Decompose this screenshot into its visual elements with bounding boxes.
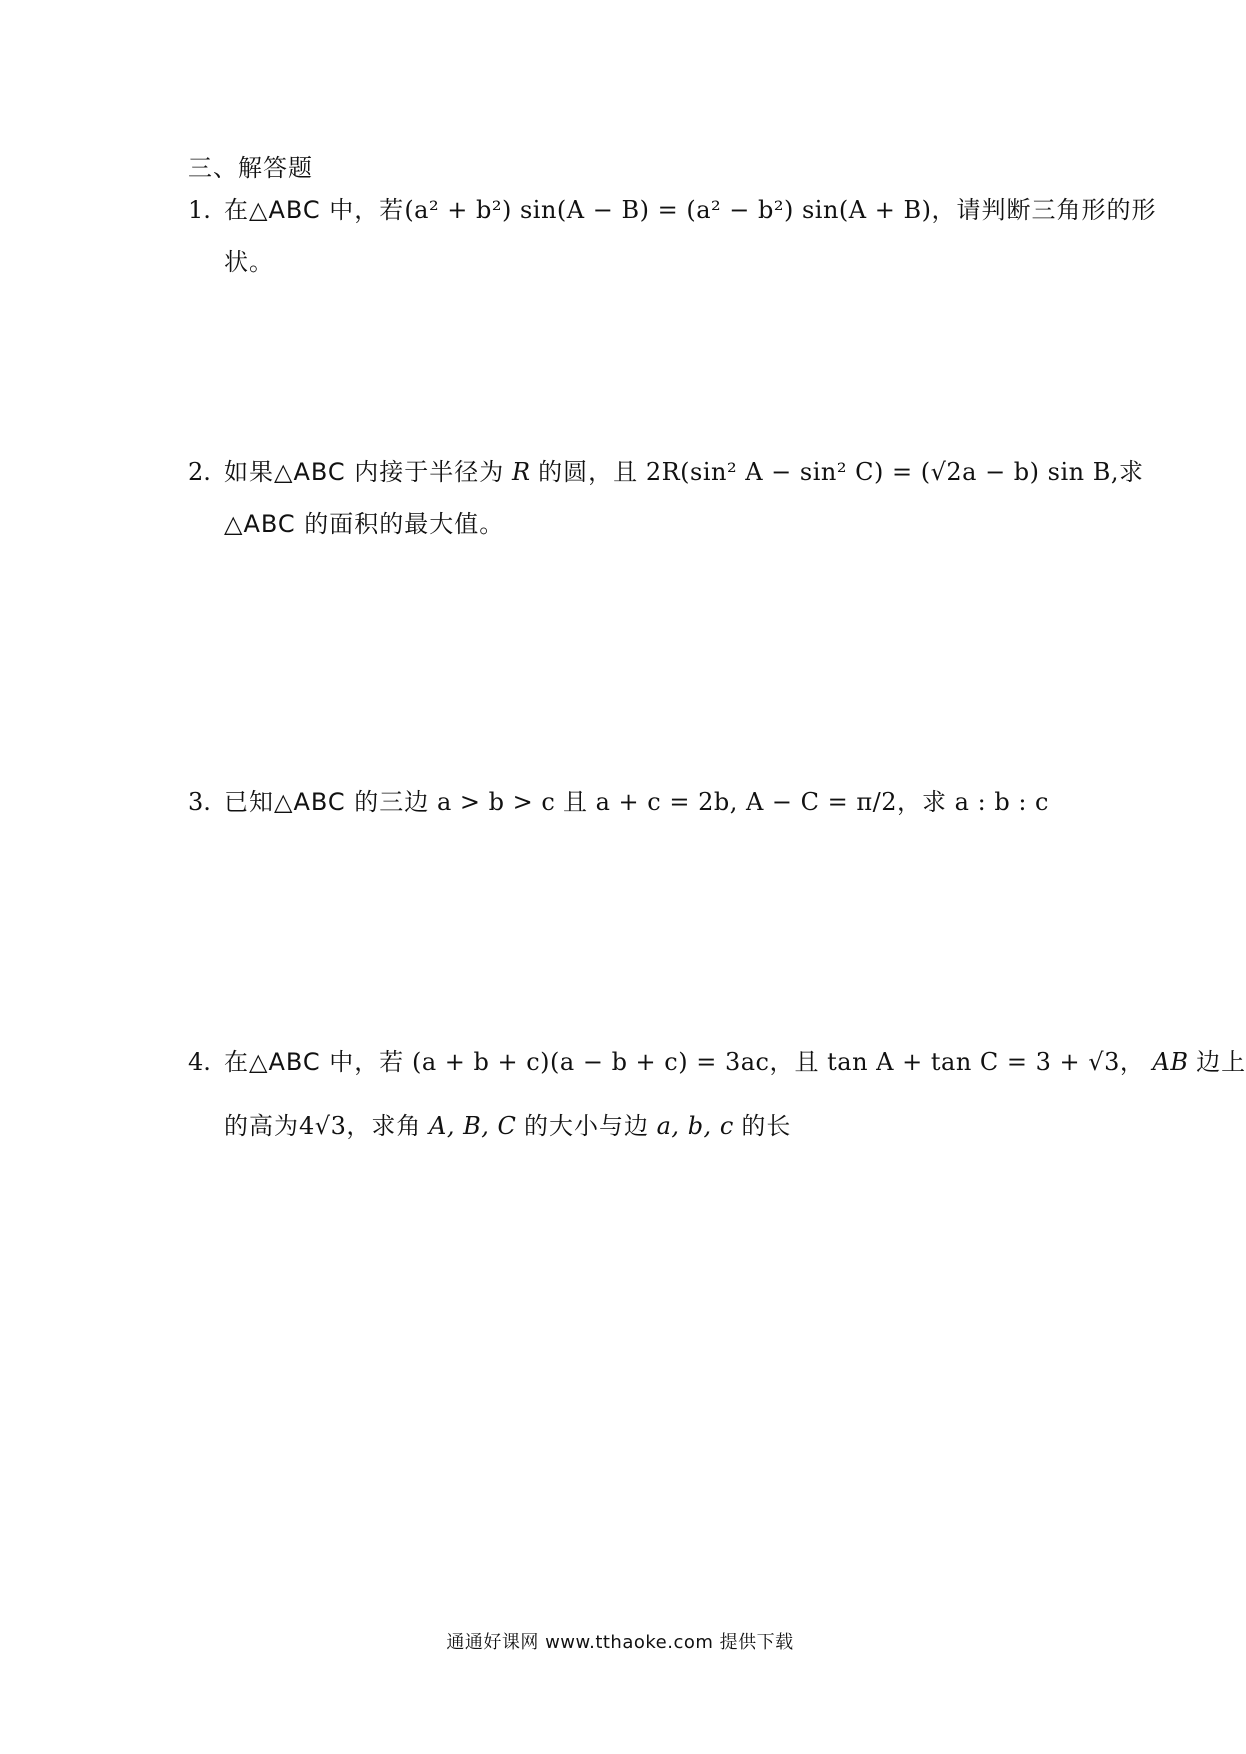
math-expression: (a² + b²) sin(A − B) = (a² − b²) sin(A + B) [404,196,932,224]
problem-text: 的高为 [224,1112,299,1140]
problem-number: 1. [188,196,211,224]
problem-3-line-1 [188,790,1068,830]
problem-1 [188,196,1157,290]
problem-number: 3. [188,788,211,816]
math-expression: a > b > c [436,788,556,816]
math-expression: a + c = 2b, A − C = π/2 [595,788,898,816]
math-expression: A, B, C [428,1112,517,1140]
problem-text: ，请判断三角形的形 [931,196,1157,224]
problem-4 [188,1048,1246,1154]
problem-text: ，且 [769,1048,820,1076]
problem-text: 状。 [224,248,274,276]
math-expression: (a + b + c)(a − b + c) = 3ac [411,1048,770,1076]
problem-1-line-2 [188,250,1068,290]
problem-text: 的长 [741,1112,792,1140]
problem-4-line-1 [188,1048,1246,1090]
problem-text: ， [1119,1048,1145,1076]
problem-2 [188,458,1145,552]
problem-text: 的圆，且 [538,458,639,486]
problem-text: 且 [562,788,588,816]
math-variable: R [511,458,531,486]
problem-4-line-2 [188,1114,1068,1154]
problem-text: 边上 [1196,1048,1246,1076]
problem-text: 已知△ABC 的三边 [224,788,430,816]
math-variable: AB [1152,1048,1189,1076]
problem-2-line-2 [188,512,1068,552]
math-expression: a : b : c [954,788,1049,816]
math-expression: 2R(sin² A − sin² C) = (√2a − b) sin B, [645,458,1120,486]
problem-text: 如果△ABC 内接于半径为 [224,458,505,486]
problem-text: ，求角 [346,1112,422,1140]
problem-text: 求 [1119,458,1145,486]
problem-text: 的大小与边 [523,1112,649,1140]
problem-number: 4. [188,1048,211,1076]
section-title: 三、解答题 [188,154,313,182]
math-expression: tan A + tan C = 3 + √3 [827,1048,1120,1076]
problem-text: △ABC 的面积的最大值。 [224,510,505,538]
math-expression: a, b, c [656,1112,734,1140]
page-footer: 通通好课网 www.tthaoke.com 提供下载 [446,1632,794,1653]
math-expression: 4√3 [299,1112,347,1140]
problem-number: 2. [188,458,211,486]
problem-text: 在△ABC 中，若 [224,1048,405,1076]
problem-1-line-1 [188,196,1157,238]
problem-2-line-1 [188,458,1145,500]
problem-3 [188,790,1068,830]
problem-text: ，求 [897,788,948,816]
problem-text: 在△ABC 中，若 [224,196,405,224]
